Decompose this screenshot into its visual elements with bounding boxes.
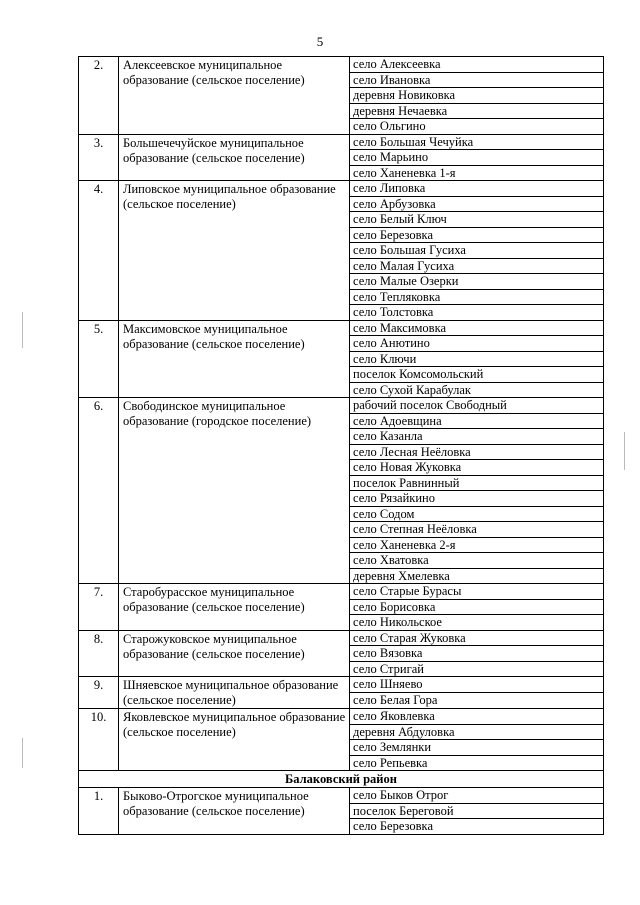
municipality-name: Быково-Отрогское муниципальное образование (сельское поселение) [119,788,350,835]
settlement-name: село Яковлевка [350,709,604,725]
settlement-name: село Большая Гусиха [350,243,604,259]
settlement-name: село Малые Озерки [350,274,604,290]
settlement-name: село Толстовка [350,305,604,321]
municipality-name: Старобурасское муниципальное образование (сельское поселение) [119,584,350,631]
settlement-name: поселок Береговой [350,803,604,819]
row-number: 2. [79,57,119,135]
settlement-name: рабочий поселок Свободный [350,398,604,414]
settlement-name: село Степная Неёловка [350,522,604,538]
municipality-name: Свободинское муниципальное образование (городское поселение) [119,398,350,584]
district-title: Балаковский район [79,771,604,788]
settlement-name: село Рязайкино [350,491,604,507]
settlement-name: поселок Равнинный [350,475,604,491]
settlement-name: село Старые Бурасы [350,584,604,600]
settlement-name: село Хватовка [350,553,604,569]
table-row [79,709,604,725]
settlement-name: село Большая Чечуйка [350,134,604,150]
settlement-name: село Землянки [350,740,604,756]
margin-mark [22,312,23,348]
table-row [79,57,604,73]
page-number: 5 [316,34,324,49]
settlement-name: село Старая Жуковка [350,630,604,646]
settlement-name: село Лесная Неёловка [350,444,604,460]
table-row [79,134,604,150]
row-number: 8. [79,630,119,677]
municipality-name: Максимовское муниципальное образование (сельское поселение) [119,320,350,398]
settlement-name: село Сухой Карабулак [350,382,604,398]
settlement-name: село Ивановка [350,72,604,88]
settlement-name: село Белая Гора [350,693,604,709]
settlement-name: село Содом [350,506,604,522]
row-number: 10. [79,709,119,771]
table-row [79,320,604,336]
settlement-name: село Репьевка [350,755,604,771]
margin-mark [624,432,625,470]
settlement-name: село Адоевщина [350,413,604,429]
settlement-name: село Казанла [350,429,604,445]
settlement-name: село Ключи [350,351,604,367]
settlement-name: село Ханеневка 1-я [350,165,604,181]
municipalities-table [78,56,604,835]
settlement-name: село Тепляковка [350,289,604,305]
settlement-name: село Березовка [350,819,604,835]
row-number: 1. [79,788,119,835]
settlement-name: село Марьино [350,150,604,166]
table-row [79,584,604,600]
settlement-name: село Никольское [350,615,604,631]
settlement-name: село Новая Жуковка [350,460,604,476]
district-row [79,771,604,788]
municipality-name: Большечечуйское муниципальное образование (сельское поселение) [119,134,350,181]
table-row [79,630,604,646]
settlement-name: село Малая Гусиха [350,258,604,274]
settlement-name: село Березовка [350,227,604,243]
settlement-name: поселок Комсомольский [350,367,604,383]
settlement-name: деревня Нечаевка [350,103,604,119]
table-row [79,788,604,804]
settlement-name: село Ольгино [350,119,604,135]
municipality-name: Шняевское муниципальное образование (сельское поселение) [119,677,350,709]
table-row [79,398,604,414]
margin-mark [22,738,23,768]
settlement-name: село Белый Ключ [350,212,604,228]
settlement-name: село Ханеневка 2-я [350,537,604,553]
municipality-name: Яковлевское муниципальное образование (сельское поселение) [119,709,350,771]
row-number: 7. [79,584,119,631]
municipality-name: Алексеевское муниципальное образование (сельское поселение) [119,57,350,135]
row-number: 4. [79,181,119,321]
row-number: 3. [79,134,119,181]
settlement-name: село Арбузовка [350,196,604,212]
settlement-name: село Липовка [350,181,604,197]
settlement-name: село Быков Отрог [350,788,604,804]
municipality-name: Старожуковское муниципальное образование (сельское поселение) [119,630,350,677]
row-number: 9. [79,677,119,709]
settlement-name: село Стригай [350,661,604,677]
row-number: 6. [79,398,119,584]
table-row [79,677,604,693]
settlement-name: село Борисовка [350,599,604,615]
settlement-name: деревня Новиковка [350,88,604,104]
settlement-name: село Алексеевка [350,57,604,73]
settlement-name: село Шняево [350,677,604,693]
settlement-name: село Вязовка [350,646,604,662]
settlement-name: село Анютино [350,336,604,352]
settlement-name: деревня Абдуловка [350,724,604,740]
settlement-name: село Максимовка [350,320,604,336]
row-number: 5. [79,320,119,398]
table-row [79,181,604,197]
settlement-name: деревня Хмелевка [350,568,604,584]
municipality-name: Липовское муниципальное образование (сельское поселение) [119,181,350,321]
